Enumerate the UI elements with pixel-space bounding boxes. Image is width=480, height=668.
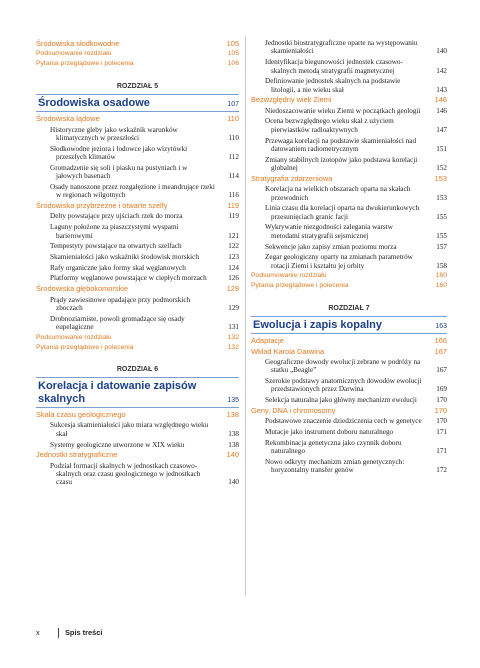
entry-page-number: 140	[226, 450, 239, 460]
entry-title: Skamieniałości jako wskaźniki środowisk morskich	[50, 252, 199, 261]
entry-page-number: 131	[228, 323, 239, 332]
chapter-label: ROZDZIAŁ 5	[116, 82, 159, 90]
entry-page-number: 160	[435, 272, 447, 280]
entry-page-number: 140	[228, 478, 239, 487]
entry-title: Jednostki biostratygraficzne oparte na występowaniu skamieniałości	[265, 39, 418, 56]
subsection-link	[251, 272, 447, 280]
entry-title: Pytania przeglądowe i polecenia	[36, 60, 134, 68]
entry-page-number: 170	[436, 417, 447, 426]
entry-title: Szerokie podstawy anatomicznych dowodów ewolucji przedstawionych przez Darwina	[265, 377, 422, 394]
entry-page-number: 153	[436, 193, 447, 202]
section-heading	[251, 407, 447, 415]
entry-page-number: 123	[228, 252, 239, 261]
entry-title: Sekwencje jako zapisy zmian poziomu morza	[265, 242, 397, 251]
entry-title: Rekombinacja genetyczna jako czynnik doboru naturalnego	[265, 438, 402, 456]
entry-title: Sukcesja skamieniałości jako miara względnego wieku skał	[50, 421, 209, 438]
entry-title: Definiowanie jednostek skalnych na podstawie litologii, a nie wieku skał	[265, 77, 401, 94]
entry-page-number: 151	[436, 144, 447, 153]
toc-entry	[36, 421, 239, 438]
toc-entry	[251, 77, 447, 94]
entry-page-number: 170	[436, 396, 447, 405]
entry-title: Środowiska lądowe	[36, 114, 100, 124]
entry-title: Tempestyty powstające na otwartych szelfach	[50, 242, 182, 251]
section-heading	[251, 348, 447, 356]
entry-title: Zegar geologiczny oparty na zmianach parametrów rotacji Ziemi i kształtu jej orbity	[265, 253, 413, 270]
entry-page-number: 138	[228, 440, 239, 449]
entry-page-number: 124	[228, 263, 239, 272]
toc-entry	[36, 223, 239, 240]
entry-title: Nowo odkryty mechanizm zmian genetycznych: horyzontalny transfer genów	[265, 457, 405, 475]
entry-title: Słodkowodne jeziora i lodowce jako wizytówki przeszłych klimatów	[50, 144, 188, 162]
entry-page-number: 172	[436, 466, 447, 475]
footer-page-number: x	[36, 628, 40, 637]
entry-page-number: 147	[436, 125, 447, 134]
section-heading	[36, 285, 239, 293]
entry-page-number: 142	[436, 66, 447, 75]
entry-title: Selekcja naturalna jako główny mechanizm ewolucji	[265, 396, 417, 405]
toc-entry	[36, 212, 239, 220]
toc-entry	[36, 145, 239, 162]
toc-entry	[251, 39, 447, 56]
toc-entry	[36, 315, 239, 332]
entry-title: Delty powstające przy ujściach rzek do morza	[50, 212, 183, 221]
entry-title: Drobnoziarniste, powoli gromadzące się osady eupelagiczne	[50, 314, 185, 332]
entry-page-number: 138	[228, 429, 239, 438]
entry-title: Ocena bezwzględnego wieku skał z użyciem pierwiastków radioaktywnych	[265, 117, 394, 134]
toc-entry	[36, 264, 239, 272]
toc-entry	[36, 253, 239, 261]
entry-page-number: 170	[434, 405, 447, 415]
entry-title: Laguny położone za piaszczystymi wyspami barierowymi	[50, 223, 179, 240]
chapter-title	[251, 316, 447, 335]
section-heading	[251, 337, 447, 345]
entry-page-number: 163	[435, 323, 447, 331]
entry-page-number: 140	[436, 47, 447, 56]
entry-title: Systemy geologiczne utworzone w XIX wieku	[50, 440, 185, 449]
section-heading	[36, 411, 239, 419]
toc-entry	[251, 439, 447, 456]
toc-entry	[251, 377, 447, 394]
toc-entry	[251, 137, 447, 154]
toc-entry	[36, 242, 239, 250]
entry-page-number: 157	[436, 242, 447, 251]
column-divider	[245, 36, 246, 596]
section-heading	[36, 115, 239, 123]
entry-title: Środowiska przybrzeżne i otwarte szelfy	[36, 201, 168, 211]
entry-page-number: 146	[436, 106, 447, 115]
entry-page-number: 153	[434, 173, 447, 183]
subsection-link	[36, 60, 239, 68]
entry-title: Linia czasu dla korelacji oparta na dwukierunkowych przesunięciach granic facji	[265, 204, 420, 221]
entry-page-number: 107	[227, 101, 239, 109]
entry-page-number: 158	[436, 261, 447, 270]
toc-entry	[251, 204, 447, 221]
entry-title: Stratygrafia zdarzeniowa	[251, 173, 333, 183]
entry-title: Identyfikacja biegunowości jednostek czasowo-skalnych metodą stratygrafii magnetycznej	[265, 58, 403, 75]
entry-page-number: 105	[226, 39, 239, 48]
entry-title: Podsumowanie rozdziału	[251, 272, 327, 280]
entry-title: Geny, DNA i chromosomy	[251, 405, 336, 415]
entry-page-number: 171	[436, 427, 447, 436]
chapter-label: ROZDZIAŁ 7	[328, 304, 370, 312]
entry-page-number: 171	[436, 447, 447, 456]
entry-page-number: 122	[228, 242, 239, 251]
entry-title: Platformy węglanowe powstające w ciepłych morzach	[50, 274, 207, 283]
entry-title: Pytania przeglądowe i polecenia	[251, 282, 349, 290]
footer-separator	[58, 628, 59, 638]
toc-entry	[251, 428, 447, 436]
toc-entry	[251, 156, 447, 173]
entry-page-number: 132	[227, 333, 239, 341]
entry-page-number: 167	[434, 346, 447, 356]
chapter-title	[36, 377, 239, 408]
entry-page-number: 152	[436, 164, 447, 173]
toc-entry	[36, 126, 239, 143]
toc-entry	[36, 164, 239, 181]
toc-entry	[251, 458, 447, 475]
toc-entry	[36, 183, 239, 200]
entry-title: Gromadzenie się soli i piasku na pustyniach i w jałowych basenach	[50, 163, 188, 181]
entry-page-number: 155	[436, 212, 447, 221]
entry-title: Środowiska głębokomorskie	[36, 284, 129, 294]
entry-title: Niedoszacowanie wieku Ziemi w początkach geologii	[265, 106, 421, 115]
entry-page-number: 121	[228, 231, 239, 240]
toc-entry	[36, 462, 239, 487]
entry-title: Historyczne gleby jako wskaźnik warunków klimatycznych w przeszłości	[50, 125, 178, 143]
toc-entry	[251, 417, 447, 425]
entry-title: Skala czasu geologicznego	[36, 410, 126, 420]
chapter-title	[36, 94, 239, 113]
entry-title: Korelacja i datowanie zapisów skalnych	[38, 380, 197, 405]
entry-title: Adaptacje	[251, 336, 284, 346]
entry-page-number: 105	[227, 50, 239, 58]
entry-title: Zmiany stabilnych izotopów jako podstawa korelacji globalnej	[265, 155, 418, 173]
entry-title: Jednostki stratygraficzne	[36, 450, 118, 460]
entry-page-number: 143	[436, 85, 447, 94]
entry-page-number: 160	[435, 282, 447, 290]
entry-title: Wykrywanie niezgodności zalegania warstw metodami stratygrafii sejsmicznej	[265, 223, 393, 240]
entry-page-number: 112	[228, 153, 239, 162]
toc-right-column	[251, 39, 447, 477]
entry-page-number: 135	[227, 397, 239, 405]
entry-title: Mutacje jako instrument doboru naturalnego	[265, 427, 394, 436]
entry-page-number: 138	[226, 410, 239, 420]
entry-title: Korelacja na wielkich obszarach oparta na skałach przewodnich	[265, 185, 411, 202]
entry-page-number: 146	[434, 95, 447, 105]
entry-title: Wkład Karola Darwina	[251, 346, 325, 356]
entry-title: Środowiska osadowe	[38, 96, 150, 109]
subsection-link	[36, 50, 239, 58]
toc-entry	[36, 296, 239, 313]
entry-page-number: 166	[434, 336, 447, 346]
entry-title: Osady nanoszone przez rozgałęzione i meandrujące rzeki w regionach wilgotnych	[50, 182, 215, 200]
entry-title: Podział formacji skalnych w jednostkach czasowo-skalnych oraz czasu geologicznego w jednostkach czasu	[50, 461, 201, 487]
entry-title: Bezwzględny wiek Ziemi	[251, 95, 332, 105]
entry-page-number: 132	[227, 343, 239, 351]
toc-entry	[251, 223, 447, 240]
section-heading	[251, 175, 447, 183]
entry-title: Rafy organiczne jako formy skał węglanowych	[50, 263, 186, 272]
toc-entry	[251, 58, 447, 75]
entry-page-number: 119	[227, 201, 239, 211]
entry-title: Pytania przeglądowe i polecenia	[36, 343, 134, 351]
toc-entry	[251, 185, 447, 202]
page-footer	[36, 628, 102, 638]
entry-page-number: 116	[228, 191, 239, 200]
toc-entry	[36, 274, 239, 282]
entry-page-number: 126	[228, 274, 239, 283]
entry-page-number: 110	[227, 114, 239, 124]
subsection-link	[36, 344, 239, 352]
subsection-link	[251, 282, 447, 290]
section-heading	[36, 202, 239, 210]
entry-page-number: 119	[228, 212, 239, 221]
toc-entry	[251, 358, 447, 375]
entry-title: Środowiska słodkowodne	[36, 39, 120, 48]
section-heading	[36, 451, 239, 459]
entry-title: Prądy zawiesinowe opadające przy podmorskich zboczach	[50, 295, 191, 312]
entry-title: Podsumowanie rozdziału	[36, 333, 112, 341]
footer-title: Spis treści	[65, 628, 103, 637]
entry-page-number: 114	[228, 172, 239, 181]
entry-page-number: 106	[227, 60, 239, 68]
toc-entry	[251, 117, 447, 134]
entry-title: Podsumowanie rozdziału	[36, 50, 112, 58]
toc-entry	[251, 243, 447, 251]
subsection-link	[36, 334, 239, 342]
entry-title: Podstawowe znaczenie dziedziczenia cech w genetyce	[265, 417, 422, 426]
section-heading	[36, 40, 239, 48]
entry-page-number: 167	[436, 366, 447, 375]
section-heading	[251, 96, 447, 104]
entry-title: Geograficzne dowody ewolucji zebrane w podróży na statku „Beagle”	[265, 357, 421, 375]
entry-title: Ewolucja i zapis kopalny	[253, 318, 382, 331]
toc-entry	[251, 253, 447, 270]
entry-page-number: 110	[228, 134, 239, 143]
toc-entry	[251, 396, 447, 404]
toc-entry	[36, 441, 239, 449]
entry-page-number: 129	[226, 284, 239, 294]
chapter-label: ROZDZIAŁ 6	[116, 366, 159, 374]
entry-page-number: 129	[228, 303, 239, 312]
toc-entry	[251, 107, 447, 115]
entry-title: Przewaga korelacji na podstawie skamieniałości nad datowaniem radiometrycznym	[265, 136, 417, 153]
entry-page-number: 155	[436, 231, 447, 240]
entry-page-number: 169	[436, 385, 447, 394]
toc-left-column	[36, 39, 239, 489]
